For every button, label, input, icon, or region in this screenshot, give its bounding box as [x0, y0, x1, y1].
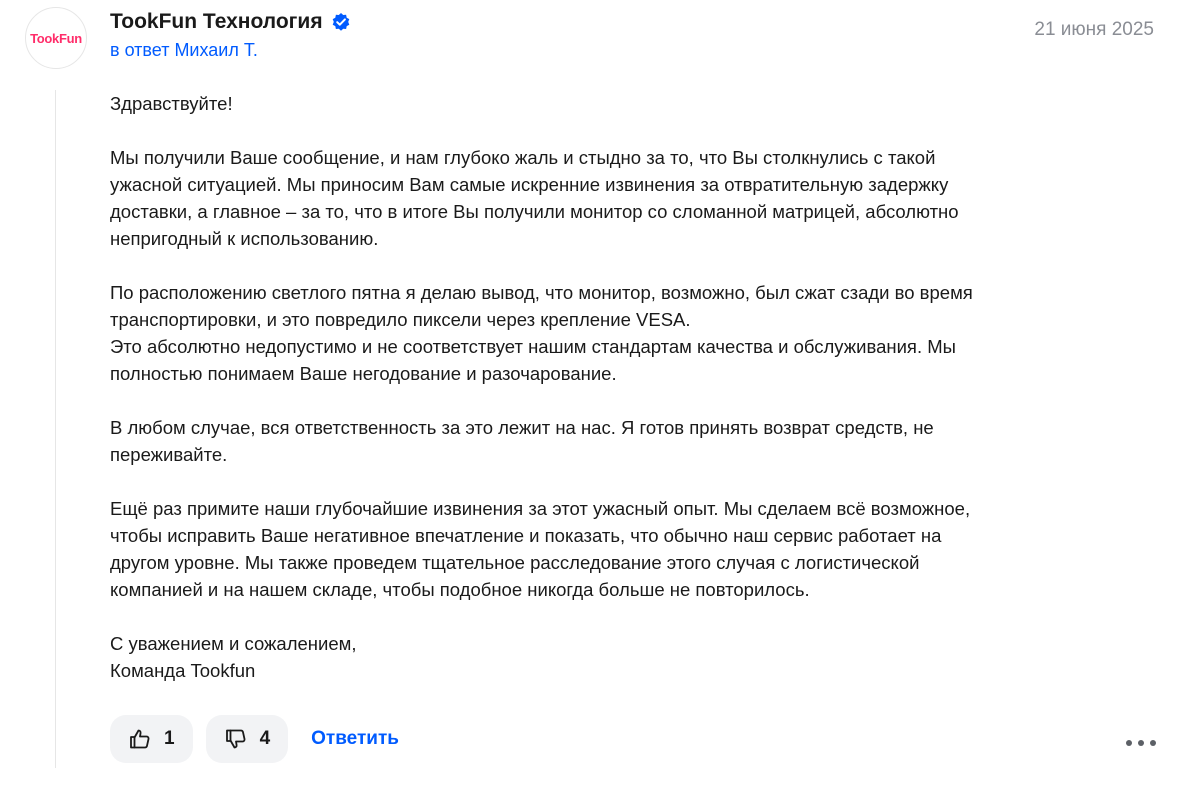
paragraph-greeting: Здравствуйте! — [110, 93, 233, 114]
more-dot — [1126, 740, 1132, 746]
review-body — [110, 90, 1150, 711]
paragraph-analysis: По расположению светлого пятна я делаю вывод, что монитор, возможно, был сжат сзади во время транспортировки, и это повредило пиксели через крепление VESA. Это абсолютно недопустимо и не соответствует нашим стандартам качества и обслуживания. Мы полностью понимаем Ваше негодование и разочарование. — [110, 282, 973, 384]
author-name-row — [110, 10, 351, 34]
dislike-button[interactable] — [206, 715, 289, 763]
reply-to-link[interactable]: в ответ Михаил Т. — [110, 40, 258, 60]
author-avatar[interactable] — [25, 7, 87, 69]
review-actions — [110, 715, 399, 763]
verified-check-icon — [331, 12, 351, 32]
review-date: 21 июня 2025 — [1034, 19, 1154, 40]
paragraph-apology: Мы получили Ваше сообщение, и нам глубоко жаль и стыдно за то, что Вы столкнулись с такой ужасной ситуацией. Мы приносим Вам самые искренние извинения за отвратительную задержку доставки, а главное – за то, что в итоге Вы получили монитор со сломанной матрицей, абсолютно непригодный к использованию. — [110, 147, 959, 249]
like-count: 1 — [164, 728, 175, 749]
more-dot — [1150, 740, 1156, 746]
paragraph-closing: Ещё раз примите наши глубочайшие извинения за этот ужасный опыт. Мы сделаем всё возможное, чтобы исправить Ваше негативное впечатление и показать, что обычно наш сервис работает на другом уровне. Мы также проведем тщательное расследование этого случая с логистической компанией и на нашем складе, чтобы подобное никогда больше не повторилось. — [110, 498, 971, 600]
thread-divider — [55, 90, 56, 768]
more-dot — [1138, 740, 1144, 746]
paragraph-signature: С уважением и сожалением, Команда Tookfun — [110, 633, 357, 681]
thumbs-up-icon — [128, 727, 152, 751]
dislike-count: 4 — [259, 728, 271, 749]
paragraph-refund: В любом случае, вся ответственность за это лежит на нас. Я готов принять возврат средств, не переживайте. — [110, 417, 934, 465]
like-button[interactable] — [110, 715, 193, 763]
thumbs-down-icon — [224, 727, 248, 751]
author-name[interactable]: TookFun Технология — [110, 10, 323, 33]
reply-button[interactable]: Ответить — [311, 728, 399, 749]
more-dots-icon[interactable] — [1126, 733, 1156, 753]
tookfun-logo: TookFun — [30, 30, 82, 46]
